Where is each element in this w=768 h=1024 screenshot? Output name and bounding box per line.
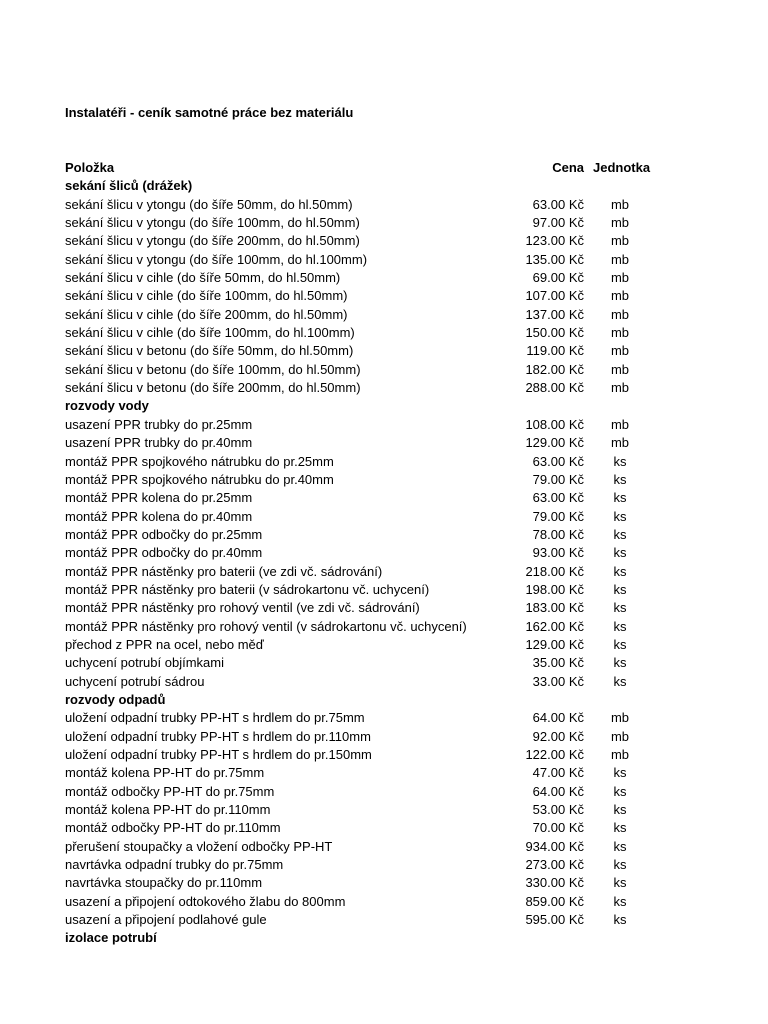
section-heading <box>65 177 665 195</box>
table-row <box>65 269 665 287</box>
item-price: 70.00 Kč <box>532 820 584 836</box>
table-row <box>65 214 665 232</box>
table-row <box>65 471 665 489</box>
item-name: montáž PPR nástěnky pro rohový ventil (ve zdi vč. sádrování) <box>65 600 420 616</box>
header-price: Cena <box>552 160 584 175</box>
item-name: montáž odbočky PP-HT do pr.75mm <box>65 783 275 799</box>
table-row <box>65 764 665 782</box>
item-unit: mb <box>610 215 630 231</box>
section-heading <box>65 397 665 415</box>
item-price: 162.00 Kč <box>525 618 584 634</box>
table-row <box>65 911 665 929</box>
document-title: Instalatéři - ceník samotné práce bez materiálu <box>65 105 354 120</box>
item-unit: ks <box>613 490 627 506</box>
item-price: 33.00 Kč <box>532 673 584 689</box>
table-row <box>65 819 665 837</box>
item-price: 129.00 Kč <box>525 636 584 652</box>
item-price: 129.00 Kč <box>525 435 584 451</box>
item-price: 137.00 Kč <box>525 306 584 322</box>
table-row <box>65 563 665 581</box>
item-name: navrtávka odpadní trubky do pr.75mm <box>65 857 284 873</box>
item-price: 135.00 Kč <box>525 251 584 267</box>
item-unit: mb <box>610 270 630 286</box>
item-unit: ks <box>613 508 627 524</box>
item-unit: ks <box>613 581 627 597</box>
item-unit: ks <box>613 893 627 909</box>
item-name: montáž PPR odbočky do pr.40mm <box>65 545 263 561</box>
item-unit: mb <box>610 380 630 396</box>
item-name: sekání šlicu v cihle (do šíře 50mm, do hl.50mm) <box>65 270 341 286</box>
item-price: 64.00 Kč <box>532 783 584 799</box>
item-name: usazení a připojení podlahové gule <box>65 912 267 928</box>
item-name: přechod z PPR na ocel, nebo měď <box>65 636 264 652</box>
item-price: 218.00 Kč <box>525 563 584 579</box>
table-row <box>65 251 665 269</box>
item-price: 273.00 Kč <box>525 857 584 873</box>
item-name: usazení a připojení odtokového žlabu do 800mm <box>65 893 346 909</box>
table-row <box>65 232 665 250</box>
item-unit: mb <box>610 710 630 726</box>
table-row <box>65 746 665 764</box>
table-row <box>65 416 665 434</box>
item-unit: ks <box>613 618 627 634</box>
item-name: montáž PPR kolena do pr.25mm <box>65 490 253 506</box>
item-price: 69.00 Kč <box>532 270 584 286</box>
item-unit: ks <box>613 471 627 487</box>
section-label: rozvody vody <box>65 398 149 414</box>
item-name: sekání šlicu v betonu (do šíře 100mm, do hl.50mm) <box>65 361 361 377</box>
item-unit: ks <box>613 600 627 616</box>
table-row <box>65 453 665 471</box>
section-heading <box>65 691 665 709</box>
table-body <box>65 177 665 947</box>
item-name: navrtávka stoupačky do pr.110mm <box>65 875 263 891</box>
item-unit: ks <box>613 802 627 818</box>
item-price: 78.00 Kč <box>532 526 584 542</box>
table-row <box>65 434 665 452</box>
item-unit: mb <box>610 233 630 249</box>
item-name: přerušení stoupačky a vložení odbočky PP-HT <box>65 838 333 854</box>
item-price: 183.00 Kč <box>525 600 584 616</box>
item-name: sekání šlicu v ytongu (do šíře 50mm, do hl.50mm) <box>65 196 353 212</box>
item-name: montáž kolena PP-HT do pr.110mm <box>65 802 271 818</box>
item-price: 182.00 Kč <box>525 361 584 377</box>
item-price: 859.00 Kč <box>525 893 584 909</box>
item-price: 35.00 Kč <box>532 655 584 671</box>
item-unit: mb <box>610 251 630 267</box>
item-unit: ks <box>613 545 627 561</box>
item-name: montáž PPR nástěnky pro rohový ventil (v sádrokartonu vč. uchycení) <box>65 618 467 634</box>
item-price: 122.00 Kč <box>525 747 584 762</box>
item-price: 330.00 Kč <box>525 875 584 891</box>
item-name: sekání šlicu v cihle (do šíře 100mm, do hl.50mm) <box>65 288 348 304</box>
section-label: izolace potrubí <box>65 930 157 946</box>
item-price: 107.00 Kč <box>525 288 584 304</box>
item-unit: mb <box>610 416 630 432</box>
table-row <box>65 856 665 874</box>
item-name: montáž PPR kolena do pr.40mm <box>65 508 253 524</box>
item-name: usazení PPR trubky do pr.40mm <box>65 435 253 451</box>
item-price: 63.00 Kč <box>532 196 584 212</box>
item-price: 288.00 Kč <box>525 380 584 396</box>
table-row <box>65 287 665 305</box>
table-row <box>65 801 665 819</box>
table-header <box>65 159 665 177</box>
item-unit: mb <box>610 288 630 304</box>
item-name: montáž odbočky PP-HT do pr.110mm <box>65 820 281 836</box>
item-unit: mb <box>610 325 630 341</box>
item-unit: ks <box>613 673 627 689</box>
item-name: sekání šlicu v betonu (do šíře 50mm, do hl.50mm) <box>65 343 354 359</box>
price-table <box>65 159 665 948</box>
table-row <box>65 618 665 636</box>
item-unit: ks <box>613 453 627 469</box>
section-label: sekání šliců (drážek) <box>65 178 193 194</box>
item-price: 97.00 Kč <box>532 215 584 231</box>
item-unit: ks <box>613 783 627 799</box>
item-name: sekání šlicu v cihle (do šíře 200mm, do hl.50mm) <box>65 306 348 322</box>
item-name: montáž PPR nástěnky pro baterii (v sádrokartonu vč. uchycení) <box>65 581 430 597</box>
item-price: 595.00 Kč <box>525 912 584 928</box>
item-name: montáž PPR spojkového nátrubku do pr.40mm <box>65 471 334 487</box>
item-name: usazení PPR trubky do pr.25mm <box>65 416 253 432</box>
item-price: 119.00 Kč <box>526 343 584 359</box>
item-price: 934.00 Kč <box>525 838 584 854</box>
table-row <box>65 783 665 801</box>
item-unit: mb <box>610 728 630 744</box>
item-unit: ks <box>613 820 627 836</box>
item-unit: mb <box>610 196 630 212</box>
item-price: 63.00 Kč <box>532 490 584 506</box>
item-name: sekání šlicu v ytongu (do šíře 200mm, do hl.50mm) <box>65 233 360 249</box>
item-unit: mb <box>610 343 630 359</box>
table-row <box>65 544 665 562</box>
item-name: montáž PPR odbočky do pr.25mm <box>65 526 263 542</box>
item-unit: ks <box>613 526 627 542</box>
header-unit: Jednotka <box>593 160 651 175</box>
table-row <box>65 324 665 342</box>
table-row <box>65 654 665 672</box>
item-price: 123.00 Kč <box>525 233 584 249</box>
table-row <box>65 599 665 617</box>
item-price: 53.00 Kč <box>532 802 584 818</box>
table-row <box>65 709 665 727</box>
item-unit: mb <box>610 306 630 322</box>
item-unit: ks <box>613 857 627 873</box>
item-name: sekání šlicu v ytongu (do šíře 100mm, do hl.100mm) <box>65 251 368 267</box>
table-row <box>65 508 665 526</box>
item-name: uložení odpadní trubky PP-HT s hrdlem do pr.110mm <box>65 728 371 744</box>
table-row <box>65 838 665 856</box>
item-price: 63.00 Kč <box>532 453 584 469</box>
item-price: 198.00 Kč <box>525 581 584 597</box>
item-price: 47.00 Kč <box>532 765 584 781</box>
table-row <box>65 893 665 911</box>
table-row <box>65 306 665 324</box>
table-row <box>65 361 665 379</box>
item-unit: ks <box>613 636 627 652</box>
item-unit: ks <box>613 912 627 928</box>
item-price: 79.00 Kč <box>532 508 584 524</box>
item-unit: ks <box>613 838 627 854</box>
table-row <box>65 874 665 892</box>
item-name: montáž PPR spojkového nátrubku do pr.25mm <box>65 453 334 469</box>
table-row <box>65 526 665 544</box>
section-heading <box>65 929 665 947</box>
table-row <box>65 636 665 654</box>
item-name: sekání šlicu v cihle (do šíře 100mm, do hl.100mm) <box>65 325 355 341</box>
item-unit: mb <box>610 747 630 762</box>
item-unit: ks <box>613 875 627 891</box>
item-price: 64.00 Kč <box>532 710 584 726</box>
item-price: 79.00 Kč <box>532 471 584 487</box>
table-row <box>65 728 665 746</box>
item-price: 108.00 Kč <box>525 416 584 432</box>
item-price: 92.00 Kč <box>532 728 584 744</box>
item-name: sekání šlicu v ytongu (do šíře 100mm, do hl.50mm) <box>65 215 360 231</box>
item-name: uchycení potrubí objímkami <box>65 655 224 671</box>
table-row <box>65 673 665 691</box>
item-price: 93.00 Kč <box>532 545 584 561</box>
item-name: uchycení potrubí sádrou <box>65 673 205 689</box>
section-label: rozvody odpadů <box>65 691 166 707</box>
item-name: uložení odpadní trubky PP-HT s hrdlem do pr.75mm <box>65 710 365 726</box>
table-row <box>65 581 665 599</box>
header-item: Položka <box>65 160 115 175</box>
item-unit: ks <box>613 563 627 579</box>
table-row <box>65 196 665 214</box>
table-row <box>65 342 665 360</box>
table-row <box>65 489 665 507</box>
item-name: montáž kolena PP-HT do pr.75mm <box>65 765 265 781</box>
item-unit: mb <box>610 435 630 451</box>
item-unit: ks <box>613 655 627 671</box>
item-name: uložení odpadní trubky PP-HT s hrdlem do pr.150mm <box>65 747 372 762</box>
item-unit: ks <box>613 765 627 781</box>
item-unit: mb <box>610 361 630 377</box>
table-row <box>65 379 665 397</box>
item-name: sekání šlicu v betonu (do šíře 200mm, do hl.50mm) <box>65 380 361 396</box>
item-price: 150.00 Kč <box>525 325 584 341</box>
item-name: montáž PPR nástěnky pro baterii (ve zdi vč. sádrování) <box>65 563 383 579</box>
